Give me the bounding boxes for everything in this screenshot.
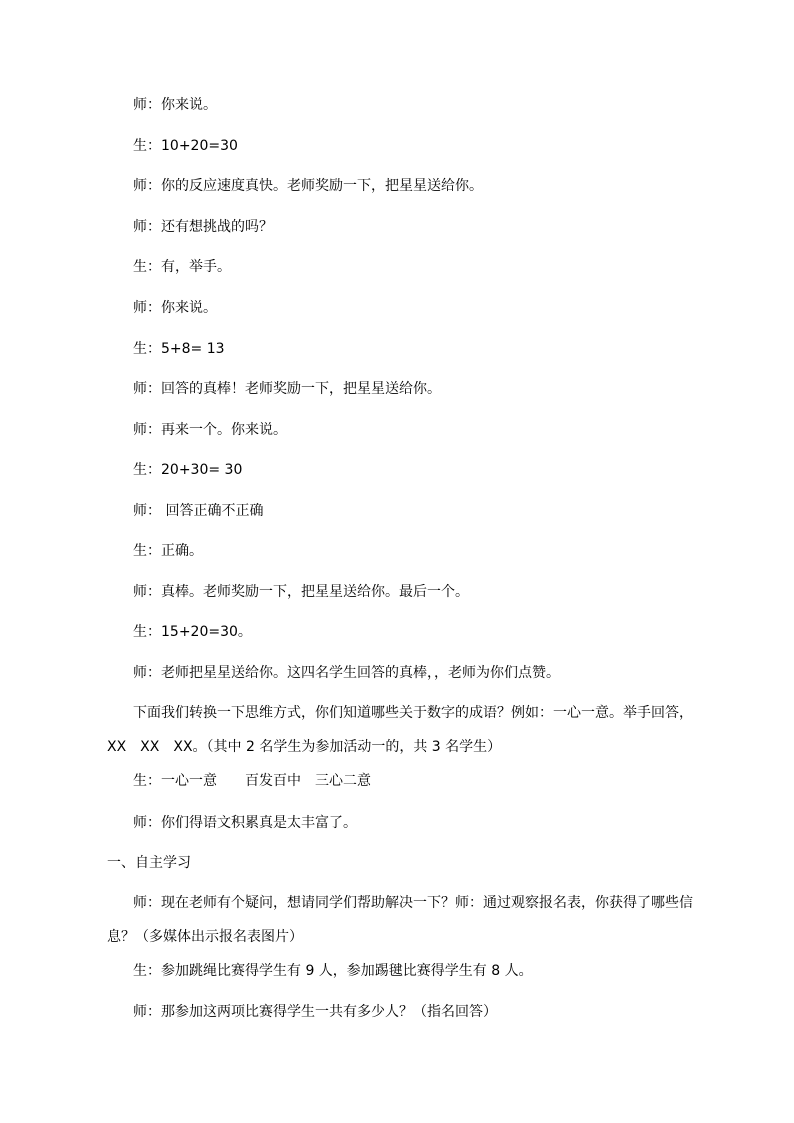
dialogue-line: 生：有，举手。 xyxy=(133,259,231,275)
idioms-answer-line: 生：一心一意 百发百中 三心二意 xyxy=(133,773,371,789)
dialogue-line: 师：你来说。 xyxy=(133,300,217,316)
dialogue-line: 师：真棒。老师奖励一下，把星星送给你。最后一个。 xyxy=(133,584,469,600)
question-paragraph: 师：现在老师有个疑问，想请同学们帮助解决一下？师：通过观察报名表，你获得了哪些信息？（多媒体出示报名表图片） xyxy=(107,895,693,945)
section-heading: 一、自主学习 xyxy=(107,855,191,871)
dialogue-line: 生：5+8= 13 xyxy=(133,341,225,357)
dialogue-line: 师：你的反应速度真快。老师奖励一下，把星星送给你。 xyxy=(133,178,483,194)
dialogue-line: 师：你来说。 xyxy=(133,97,217,113)
dialogue-line: 师：再来一个。你来说。 xyxy=(133,422,287,438)
dialogue-line: 师：还有想挑战的吗？ xyxy=(133,219,273,235)
praise-line: 师：你们得语文积累真是太丰富了。 xyxy=(133,815,357,831)
dialogue-line: 师： 回答正确不正确 xyxy=(133,503,264,519)
total-question-line: 师：那参加这两项比赛得学生一共有多少人？（指名回答） xyxy=(133,1004,497,1020)
dialogue-line: 生：20+30= 30 xyxy=(133,462,243,478)
dialogue-line: 师：回答的真棒！老师奖励一下，把星星送给你。 xyxy=(133,381,441,397)
idioms-paragraph: 下面我们转换一下思维方式，你们知道哪些关于数字的成语？例如：一心一意。举手回答，XX XX XX。（其中 2 名学生为参加活动一的，共 3 名学生） xyxy=(107,705,693,755)
dialogue-line: 生：10+20=30 xyxy=(133,138,238,154)
dialogue-line: 生：15+20=30。 xyxy=(133,624,252,640)
dialogue-line: 师：老师把星星送给你。这四名学生回答的真棒，，老师为你们点赞。 xyxy=(133,665,560,681)
info-line: 生：参加跳绳比赛得学生有 9 人，参加踢毽比赛得学生有 8 人。 xyxy=(133,963,533,979)
dialogue-line: 生：正确。 xyxy=(133,543,203,559)
